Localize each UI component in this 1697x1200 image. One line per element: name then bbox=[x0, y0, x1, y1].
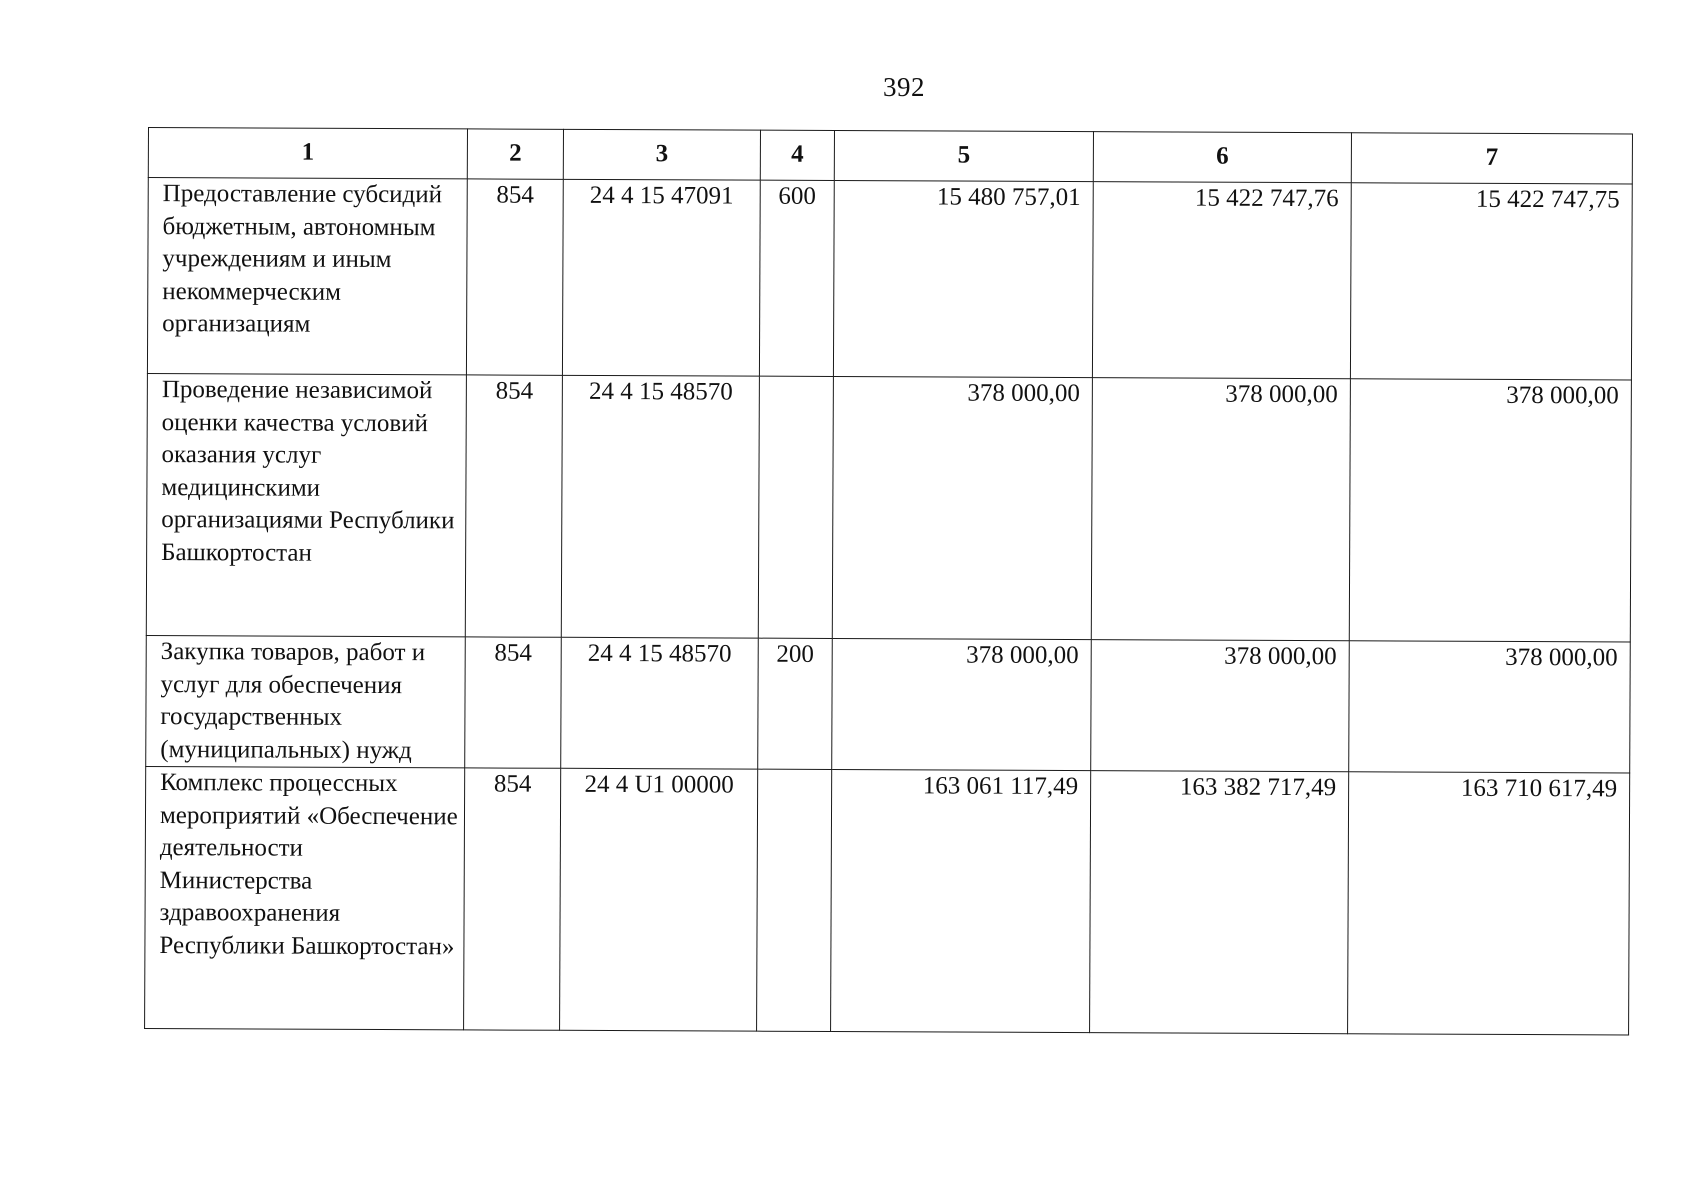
expense-type-cell bbox=[757, 769, 832, 1031]
amount-cell-7: 163 710 617,49 bbox=[1348, 772, 1630, 1035]
ministry-code-cell: 854 bbox=[464, 768, 561, 1030]
column-header-2: 2 bbox=[467, 129, 563, 179]
amount-cell-7: 378 000,00 bbox=[1349, 379, 1631, 642]
amount-cell-6: 15 422 747,76 bbox=[1092, 182, 1351, 379]
row-name-cell: Закупка товаров, работ и услуг для обеспечения государственных (муниципальных) нужд bbox=[146, 635, 466, 767]
expense-type-cell bbox=[758, 376, 833, 638]
column-header-4: 4 bbox=[760, 130, 834, 180]
column-header-6: 6 bbox=[1093, 132, 1351, 183]
ministry-code-cell: 854 bbox=[465, 375, 562, 637]
amount-cell-7: 15 422 747,75 bbox=[1350, 183, 1632, 380]
amount-cell-5: 378 000,00 bbox=[832, 376, 1092, 639]
amount-cell-6: 378 000,00 bbox=[1091, 378, 1350, 641]
column-header-7: 7 bbox=[1351, 133, 1632, 184]
ministry-code-cell: 854 bbox=[466, 179, 563, 375]
target-article-cell: 24 4 15 48570 bbox=[561, 375, 759, 638]
table-row bbox=[146, 635, 1631, 772]
page-number: 392 bbox=[883, 72, 925, 102]
amount-cell-6: 163 382 717,49 bbox=[1090, 771, 1349, 1034]
budget-table bbox=[144, 127, 1633, 1035]
amount-cell-6: 378 000,00 bbox=[1091, 640, 1350, 772]
expense-type-cell: 200 bbox=[758, 638, 833, 769]
row-name-cell: Предоставление субсидий бюджетным, автономным учреждениям и иным некоммерческим организациям bbox=[147, 178, 467, 375]
amount-cell-5: 15 480 757,01 bbox=[833, 180, 1093, 377]
table-row bbox=[145, 766, 1630, 1034]
ministry-code-cell: 854 bbox=[465, 637, 562, 768]
target-article-cell: 24 4 15 48570 bbox=[561, 637, 759, 769]
amount-cell-5: 378 000,00 bbox=[832, 638, 1092, 770]
target-article-cell: 24 4 U1 00000 bbox=[560, 768, 758, 1031]
row-name-cell: Проведение независимой оценки качества условий оказания услуг медицинскими организациями Республики Башкортостан bbox=[146, 373, 466, 636]
row-name-cell: Комплекс процессных мероприятий «Обеспечение деятельности Министерства здравоохранения Республики Башкортостан» bbox=[145, 766, 465, 1029]
column-header-3: 3 bbox=[563, 129, 760, 180]
column-header-1: 1 bbox=[148, 128, 467, 179]
table-row bbox=[146, 373, 1631, 641]
column-header-5: 5 bbox=[834, 130, 1093, 181]
target-article-cell: 24 4 15 47091 bbox=[562, 179, 760, 376]
expense-type-cell: 600 bbox=[759, 180, 834, 376]
amount-cell-7: 378 000,00 bbox=[1349, 641, 1631, 773]
table-header-row bbox=[148, 128, 1632, 184]
table-row bbox=[147, 178, 1632, 380]
amount-cell-5: 163 061 117,49 bbox=[831, 769, 1091, 1032]
